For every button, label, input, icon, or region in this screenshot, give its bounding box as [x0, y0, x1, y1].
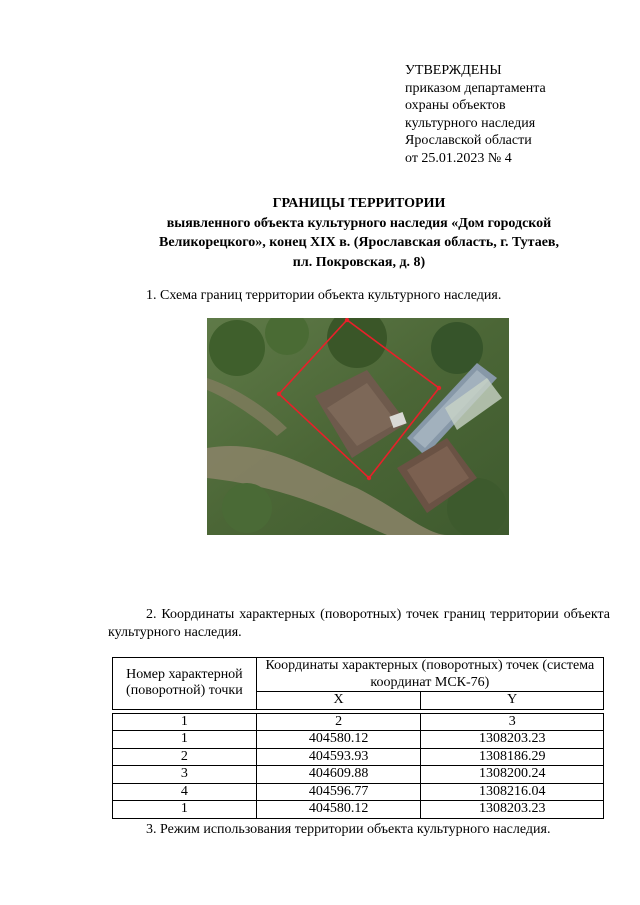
approval-line: приказом департамента — [405, 80, 546, 96]
table-header-row — [113, 658, 604, 692]
header-x: X — [256, 692, 421, 710]
approval-line: УТВЕРЖДЕНЫ — [405, 63, 502, 78]
header-y: Y — [421, 692, 604, 710]
point-x: 404580.12 — [256, 801, 421, 819]
boundary-point-icon — [345, 318, 349, 322]
point-number: 2 — [113, 748, 257, 766]
point-y: 1308216.04 — [421, 783, 604, 801]
table-row — [113, 801, 604, 819]
table-column-numbers-row — [113, 713, 604, 731]
boundary-point-icon — [437, 386, 441, 390]
header-point-number: Номер характерной (поворотной) точки — [113, 658, 257, 710]
title-line: выявленного объекта культурного наследия «Дом городской — [166, 215, 552, 231]
point-y: 1308203.23 — [421, 801, 604, 819]
approval-line: культурного наследия — [405, 115, 536, 131]
map-tree — [222, 483, 272, 533]
point-number: 1 — [113, 731, 257, 749]
column-number: 3 — [421, 713, 604, 731]
coordinates-table — [112, 657, 604, 819]
boundary-point-icon — [367, 476, 371, 480]
section-2-heading: 2. Координаты характерных (поворотных) точек границ территории объекта культурного наследия. — [108, 607, 610, 640]
table-row — [113, 731, 604, 749]
point-y: 1308186.29 — [421, 748, 604, 766]
column-number: 2 — [256, 713, 421, 731]
table-row — [113, 748, 604, 766]
title-line: Великорецкого», конец XIX в. (Ярославская область, г. Тутаев, — [158, 235, 559, 250]
boundary-scheme-map — [207, 318, 509, 535]
section-3-heading: 3. Режим использования территории объекта культурного наследия. — [146, 822, 551, 837]
point-x: 404593.93 — [256, 748, 421, 766]
approval-line: Ярославской области — [405, 133, 532, 149]
point-x: 404596.77 — [256, 783, 421, 801]
point-number: 1 — [113, 801, 257, 819]
boundary-point-icon — [277, 392, 281, 396]
point-x: 404580.12 — [256, 731, 421, 749]
point-x: 404609.88 — [256, 766, 421, 784]
point-y: 1308200.24 — [421, 766, 604, 784]
title-line: пл. Покровская, д. 8) — [292, 254, 426, 270]
approval-line: от 25.01.2023 № 4 — [405, 150, 512, 166]
approval-block — [405, 62, 546, 168]
table-row — [113, 783, 604, 801]
approval-line: охраны объектов — [405, 98, 506, 114]
column-number: 1 — [113, 713, 257, 731]
title-line: ГРАНИЦЫ ТЕРРИТОРИИ — [272, 196, 446, 211]
document-title — [108, 194, 610, 272]
table-row — [113, 766, 604, 784]
point-number: 3 — [113, 766, 257, 784]
point-number: 4 — [113, 783, 257, 801]
map-tree — [209, 320, 265, 376]
header-coordinates: Координаты характерных (поворотных) точек (система координат МСК-76) — [256, 658, 603, 692]
section-1-heading: 1. Схема границ территории объекта культурного наследия. — [146, 288, 502, 303]
point-y: 1308203.23 — [421, 731, 604, 749]
